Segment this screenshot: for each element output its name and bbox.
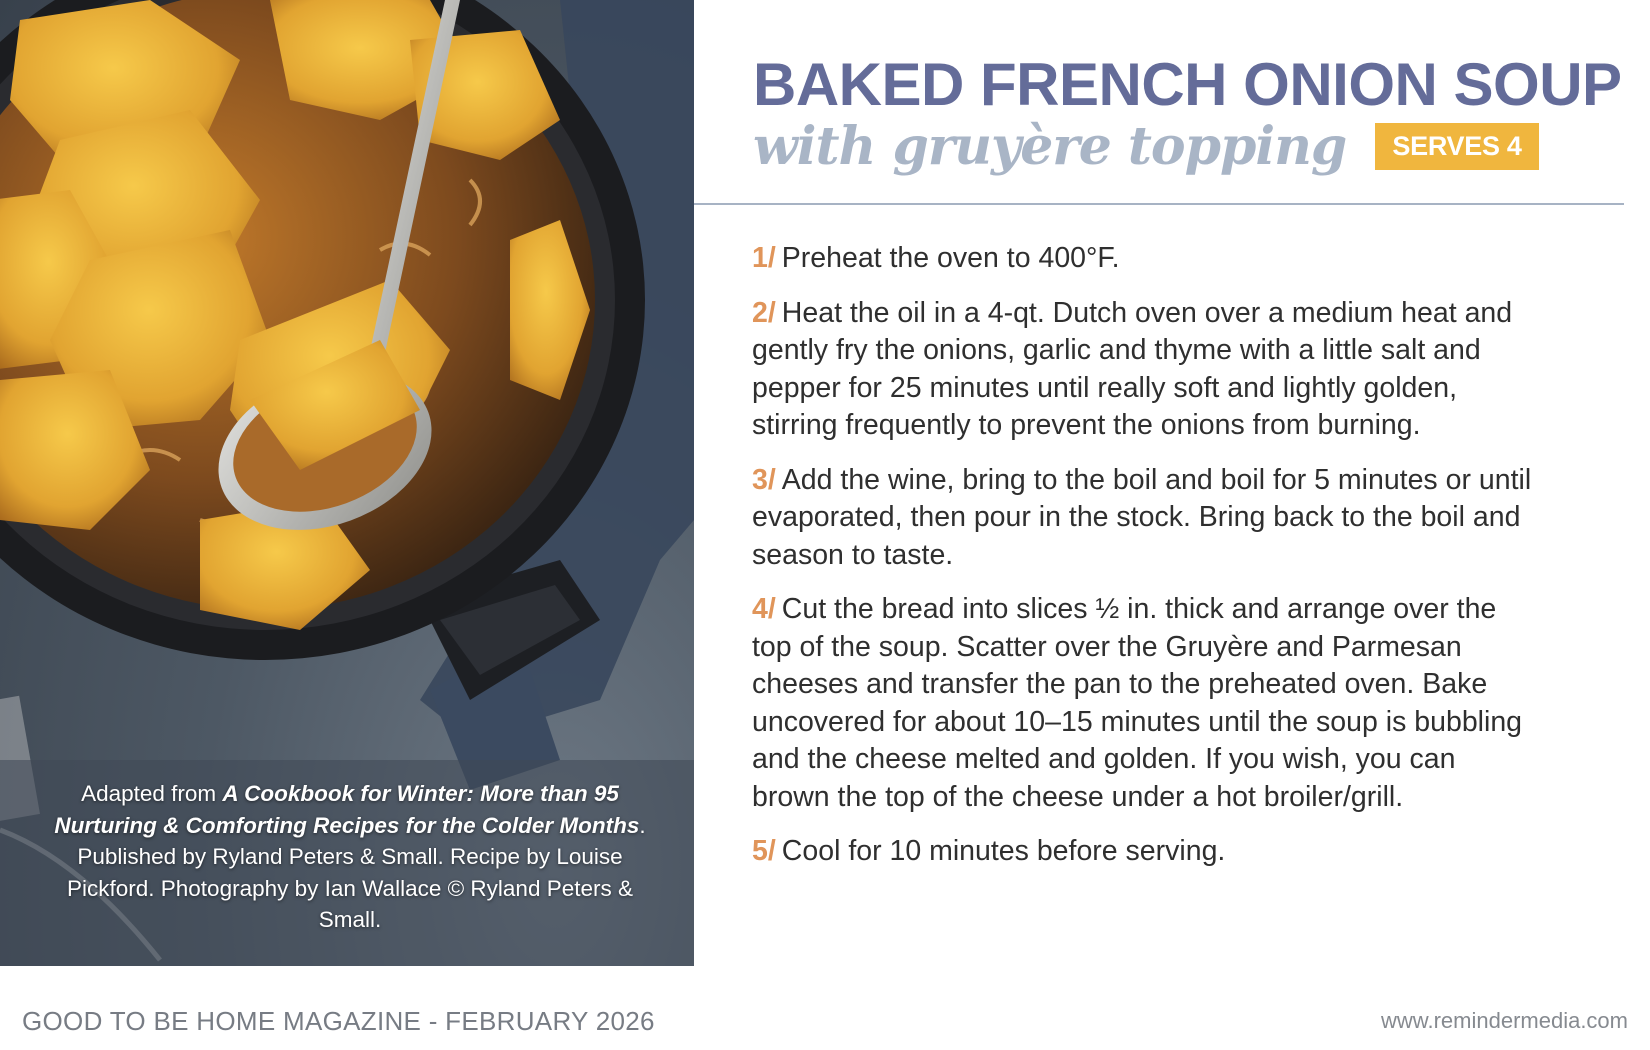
step-number: 1/ — [752, 242, 776, 274]
step-text: Cut the bread into slices ½ in. thick and arrange over the top of the soup. Scatter over the Gruyère and Parmesan cheeses and transfer the pan to the preheated oven. Bake uncovered for about 10–15 minutes until the soup is bubbling and the cheese melted and golden. If you wish, you can brown the top of the cheese under a hot broiler/grill. — [752, 593, 1523, 813]
step-number: 3/ — [752, 463, 776, 496]
step-text: Cool for 10 minutes before serving. — [781, 835, 1226, 867]
step-3 — [752, 462, 1532, 575]
step-number: 2/ — [752, 296, 776, 329]
step-text: Preheat the oven to 400°F. — [781, 242, 1120, 274]
recipe-photo — [0, 0, 694, 966]
step-2 — [752, 295, 1532, 445]
step-4 — [752, 591, 1532, 816]
step-number: 5/ — [752, 835, 776, 867]
caption-book-title: A Cookbook for Winter: More than 95 Nurturing & Comforting Recipes for the Colder Months — [54, 781, 640, 838]
instructions-list — [752, 240, 1532, 888]
serves-badge: SERVES 4 — [1375, 123, 1539, 170]
step-5 — [752, 833, 1532, 871]
step-text: Add the wine, bring to the boil and boil for 5 minutes or until evaporated, then pour in the stock. Bring back to the boil and season to taste. — [752, 463, 1532, 571]
step-1 — [752, 240, 1532, 278]
header-divider — [694, 203, 1624, 205]
step-text: Heat the oil in a 4-qt. Dutch oven over a medium heat and gently fry the onions, garlic and thyme with a little salt and pepper for 25 minutes until really soft and lightly golden, stirring frequently to prevent the onions from burning. — [752, 296, 1513, 441]
caption-prefix: Adapted from — [81, 781, 223, 806]
website-link[interactable]: www.remindermedia.com — [1381, 1008, 1628, 1033]
recipe-title: BAKED FRENCH ONION SOUP — [753, 51, 1622, 118]
recipe-subtitle: with gruyère topping — [753, 116, 1347, 177]
step-number: 4/ — [752, 593, 776, 625]
photo-credit-caption — [40, 778, 660, 936]
magazine-issue: GOOD TO BE HOME MAGAZINE - FEBRUARY 2026 — [22, 1006, 655, 1036]
caption-suffix: . Published by Ryland Peters & Small. Recipe by Louise Pickford. Photography by Ian Wallace © Ryland Peters & Small. — [66, 812, 646, 932]
